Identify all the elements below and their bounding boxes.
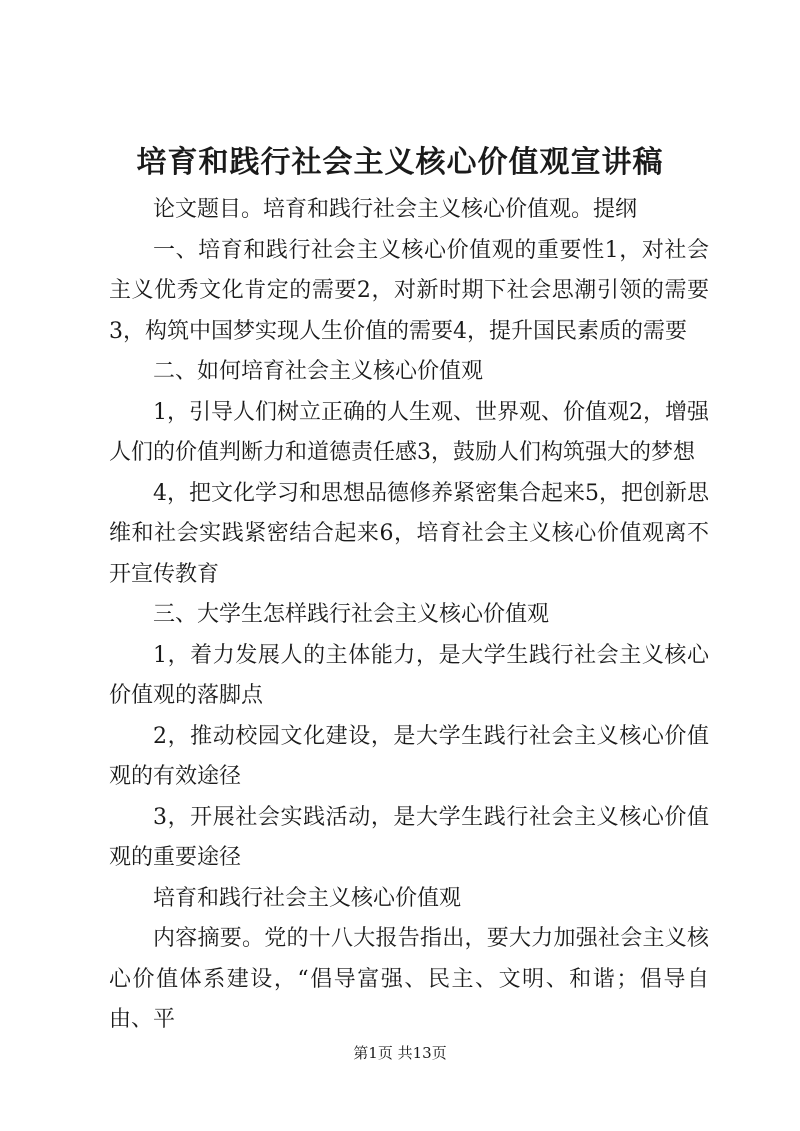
paragraph-abstract: 内容摘要。党的十八大报告指出，要大力加强社会主义核心价值体系建设，“倡导富强、民主、文明、和谐；倡导自由、平 xyxy=(109,926,709,1032)
paragraph-section-3-item-2: 2，推动校园文化建设，是大学生践行社会主义核心价值观的有效途径 xyxy=(109,723,709,789)
paragraph-section-3-item-3: 3，开展社会实践活动，是大学生践行社会主义核心价值观的重要途径 xyxy=(109,804,709,870)
paragraph-section-2-heading: 二、如何培育社会主义核心价值观 xyxy=(153,359,484,384)
paragraph-essay-title: 培育和践行社会主义核心价值观 xyxy=(153,885,462,911)
paragraph-section-1: 一、培育和践行社会主义核心价值观的重要性1，对社会主义优秀文化肯定的需要2，对新时期下社会思潮引领的需要3，构筑中国梦实现人生价值的需要4，提升国民素质的需要 xyxy=(109,237,709,344)
paragraph-section-2-items-2: 4，把文化学习和思想品德修养紧密集合起来5，把创新思维和社会实践紧密结合起来6，培育社会主义核心价值观离不开宣传教育 xyxy=(109,480,709,587)
page-footer: 第1页 共13页 xyxy=(353,1044,447,1062)
document-body xyxy=(109,190,709,1041)
paragraph-section-2-items-1: 1，引导人们树立正确的人生观、世界观、价值观2，增强人们的价值判断力和道德责任感3，鼓励人们构筑强大的梦想 xyxy=(109,399,709,465)
paragraph-section-3-heading: 三、大学生怎样践行社会主义核心价值观 xyxy=(153,602,550,627)
document-title: 培育和践行社会主义核心价值观宣讲稿 xyxy=(136,145,664,180)
paragraph-section-3-item-1: 1，着力发展人的主体能力，是大学生践行社会主义核心价值观的落脚点 xyxy=(109,642,709,708)
paragraph-paper-title: 论文题目。培育和践行社会主义核心价值观。提纲 xyxy=(153,197,638,222)
